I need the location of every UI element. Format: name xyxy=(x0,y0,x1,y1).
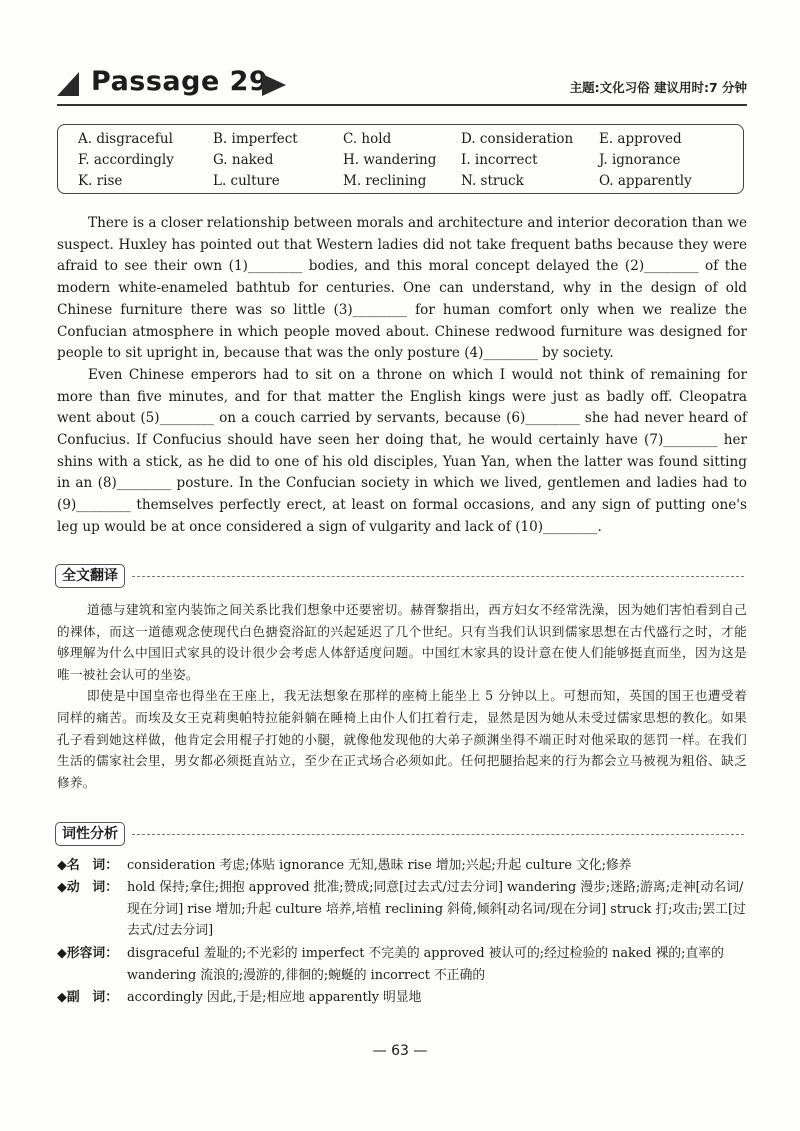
word-option: D. consideration xyxy=(461,131,574,147)
analysis-heading: 词性分析 xyxy=(55,822,125,846)
word-option: M. reclining xyxy=(343,173,427,189)
divider xyxy=(132,576,744,577)
pos-label: ◆动 词： xyxy=(57,880,119,895)
divider xyxy=(132,834,744,835)
word-option: F. accordingly xyxy=(78,152,174,168)
right-arrow-icon xyxy=(262,74,286,96)
page-number: — 63 — xyxy=(372,1043,428,1059)
word-option: N. struck xyxy=(461,173,524,189)
passage-header xyxy=(57,64,747,104)
word-option: H. wandering xyxy=(343,152,437,168)
word-option: G. naked xyxy=(213,152,274,168)
header-rule xyxy=(57,104,747,106)
passage-paragraph-2: Even Chinese emperors had to sit on a throne on which I would not think of remaining for more than five minutes, and for that matter the English kings were just as badly off. Cleopatra went about (5)________ on a couch carried by servants, because (6)________ she had never heard of Confucius. If Confucius should have seen her doing that, he would certainly have (7)________ her shins with a stick, as he did to one of his old disciples, Yuan Yan, when the latter was found sitting in an (8)________ posture. In the Confucian society in which we lived, gentlemen and ladies had to (9)________ themselves perfectly erect, at least on formal occasions, and any sign of putting one's leg up would be at once considered a sign of vulgarity and lack of (10)________. xyxy=(57,366,747,535)
word-option: L. culture xyxy=(213,173,280,189)
translation-paragraph-2: 即使是中国皇帝也得坐在王座上，我无法想象在那样的座椅上能坐上 5 分钟以上。可想而知，英国的国王也遭受着同样的痛苦。而埃及女王克莉奥帕特拉能斜躺在睡椅上由仆人们扛着行走，显然是因为她从未受过儒家思想的教化。如果孔子看到她这样做，他肯定会用棍子打她的小腿，就像他发现他的大弟子颜渊坐得不端正时对他采取的惩罚一样。在我们生活的儒家社会里，男女都必须挺直站立，至少在正式场合必须如此。任何把腿抬起来的行为都会立马被视为粗俗、缺乏修养。 xyxy=(57,688,747,790)
topic-and-time: 主题:文化习俗 建议用时:7 分钟 xyxy=(569,80,747,95)
word-option: K. rise xyxy=(78,173,123,189)
word-option: C. hold xyxy=(343,131,392,147)
pos-label: ◆形容词： xyxy=(57,946,119,961)
left-triangle-icon xyxy=(57,72,79,96)
translation-paragraph-1: 道德与建筑和室内装饰之间关系比我们想象中还要密切。赫胥黎指出，西方妇女不经常洗澡，因为她们害怕看到自己的裸体，而这一道德观念使现代白色搪瓷浴缸的兴起延迟了几个世纪。只有当我们认识到儒家思想在古代盛行之时，才能够理解为什么中国旧式家具的设计很少会考虑人体舒适度问题。中国红木家具的设计意在使人们能够挺直而坐，因为这是唯一被社会认可的坐姿。 xyxy=(57,602,747,682)
pos-body: hold 保持;拿住;拥抱 approved 批准;赞成;同意[过去式/过去分词] wandering 漫步;迷路;游离;走神[动名词/现在分词] rise 增加;升起 culture 培养,培植 reclining 斜倚,倾斜[动名词/现在分词] struck 打;攻击;罢工[过去式/过去分词] xyxy=(127,880,746,939)
translation-text xyxy=(57,599,747,793)
pos-body: accordingly 因此,于是;相应地 apparently 明显地 xyxy=(127,990,422,1005)
word-option: B. imperfect xyxy=(213,131,298,147)
pos-body: disgraceful 羞耻的;不光彩的 imperfect 不完美的 approved 被认可的;经过检验的 naked 裸的;直率的 wandering 流浪的;漫游的,徘徊的;蜿蜒的 incorrect 不正确的 xyxy=(127,946,724,983)
pos-label: ◆副 词： xyxy=(57,990,119,1005)
passage-paragraph-1: There is a closer relationship between morals and architecture and interior decoration than we suspect. Huxley has pointed out that Western ladies did not take frequent baths because they were afraid to see their own (1)________ bodies, and this moral concept delayed the (2)________ of the modern white-enameled bathtub for centuries. One can understand, why in the design of old Chinese furniture there was so little (3)________ for human comfort only when we realize the Confucian atmosphere in which people moved about. Chinese redwood furniture was designed for people to sit upright in, because that was the only posture (4)________ by society. xyxy=(57,215,748,362)
word-option: E. approved xyxy=(599,131,682,147)
word-option: A. disgraceful xyxy=(78,131,173,147)
word-option: O. apparently xyxy=(599,173,692,189)
passage-title: Passage 29 xyxy=(91,66,269,97)
passage-text xyxy=(57,213,747,539)
pos-label: ◆名 词： xyxy=(57,858,119,873)
word-option: J. ignorance xyxy=(599,152,681,168)
pos-body: consideration 考虑;体贴 ignorance 无知,愚昧 rise 增加;兴起;升起 culture 文化;修养 xyxy=(127,858,632,873)
translation-heading: 全文翻译 xyxy=(55,564,125,588)
word-option: I. incorrect xyxy=(461,152,538,168)
word-bank xyxy=(57,124,744,194)
